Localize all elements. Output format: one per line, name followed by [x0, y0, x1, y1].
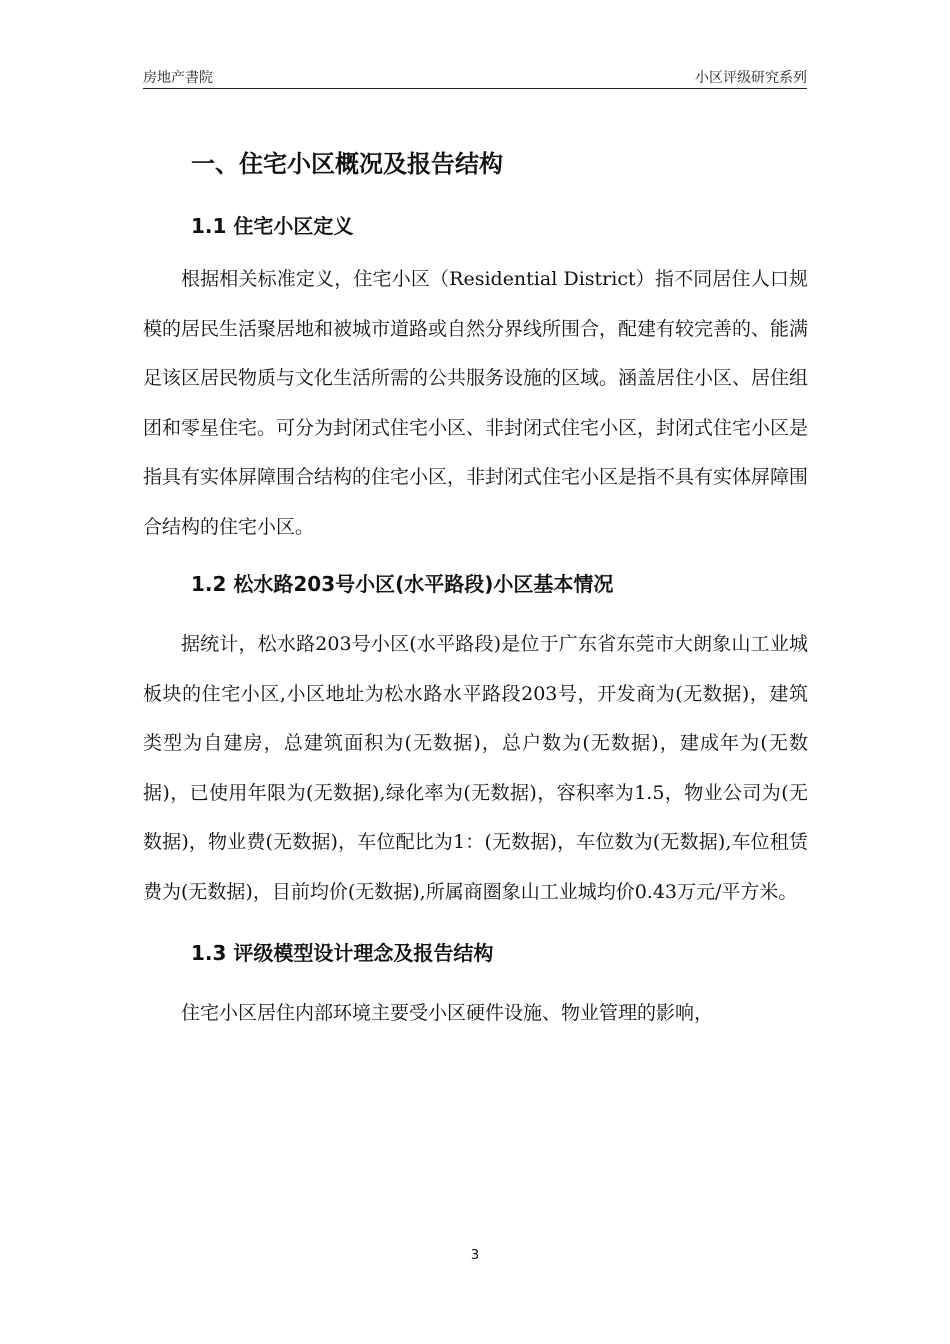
section-heading-1-2: 1.2 松水路203号小区(水平路段)小区基本情况: [191, 572, 614, 596]
page-number: 3: [470, 1248, 480, 1263]
section-paragraph-1-1: 根据相关标准定义，住宅小区（Residential District）指不同居住人口规模的居民生活聚居地和被城市道路或自然分界线所围合，配建有较完善的、能满足该区居民物质与文化生活所需的公共服务设施的区域。涵盖居住小区、居住组团和零星住宅。可分为封闭式住宅小区、非封闭式住宅小区，封闭式住宅小区是指具有实体屏障围合结构的住宅小区，非封闭式住宅小区是指不具有实体屏障围合结构的住宅小区。: [143, 268, 809, 538]
section-paragraph-1-2: 据统计，松水路203号小区(水平路段)是位于广东省东莞市大朗象山工业城板块的住宅小区,小区地址为松水路水平路段203号，开发商为(无数据)，建筑类型为自建房，总建筑面积为(无数据)，总户数为(无数据)，建成年为(无数据)，已使用年限为(无数据),绿化率为(无数据)，容积率为1.5，物业公司为(无数据)，物业费(无数据)，车位配比为1：(无数据)，车位数为(无数据),车位租赁费为(无数据)，目前均价(无数据),所属商圈象山工业城均价0.43万元/平方米。: [143, 633, 808, 903]
header-publisher: 房地产書院: [143, 70, 213, 86]
section-heading-1-1: 1.1 住宅小区定义: [191, 214, 354, 238]
section-heading-1-3: 1.3 评级模型设计理念及报告结构: [191, 941, 494, 965]
page-content: [143, 138, 808, 1039]
header-series-title: 小区评级研究系列: [695, 70, 807, 86]
page-header: [143, 64, 807, 89]
section-paragraph-1-3: 住宅小区居住内部环境主要受小区硬件设施、物业管理的影响，: [181, 1002, 714, 1024]
chapter-title: 一、住宅小区概况及报告结构: [191, 150, 503, 178]
